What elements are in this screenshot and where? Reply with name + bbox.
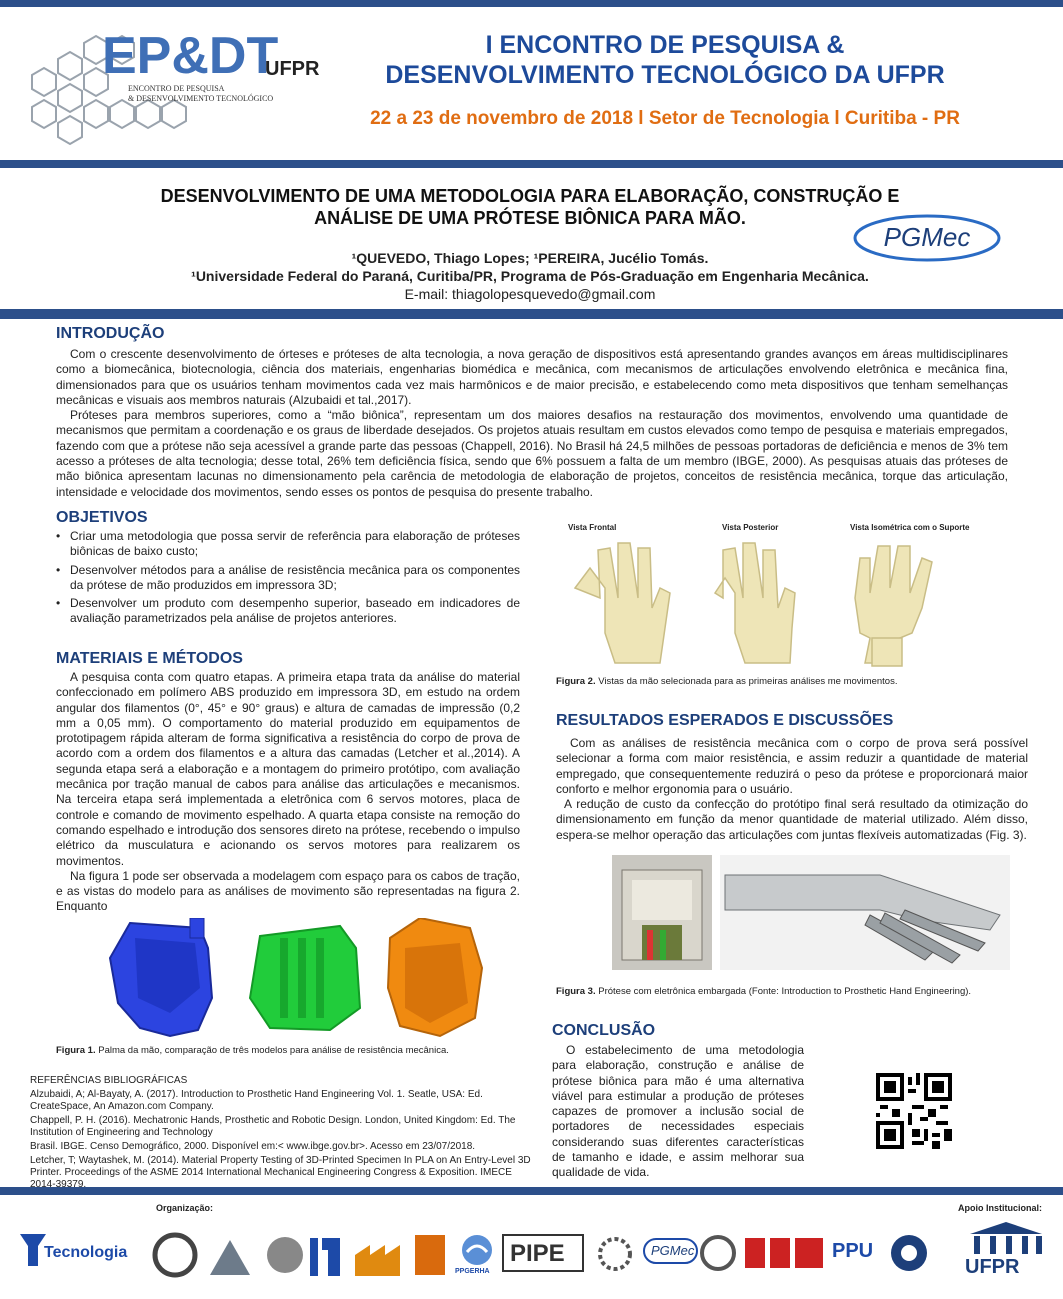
reference-item: Alzubaidi, A; Al-Bayaty, A. (2017). Introduction to Prosthetic Hand Engineering Vol. 1. Seatle, USA: Ed. CreateSpace, An Amazon.com Company. [30,1089,483,1112]
conclusion-heading: CONCLUSÃO [552,1022,656,1039]
event-title [330,30,1000,90]
logo-subtitle-1: ENCONTRO DE PESQUISA [128,84,225,93]
objectives-list [56,529,520,630]
figure-3-photo-2 [720,855,1010,970]
figure-3-label: Figura 3. [556,986,596,997]
ufpr-logo-text: UFPR [965,1256,1020,1278]
pipe-logo [502,1234,584,1272]
figure-3-caption [556,986,1026,997]
ppgerha-logo-text: PPGERHA [455,1268,490,1275]
department-logos [150,1230,450,1280]
tecnologia-logo [18,1232,138,1272]
pgmec-footer-text: PGMec [651,1243,695,1258]
figure-1-caption [56,1045,520,1056]
pgmec-logo [852,213,1002,263]
tecnologia-logo-text: Tecnologia [44,1244,128,1261]
paper-title-line1: DESENVOLVIMENTO DE UMA METODOLOGIA PARA ELABORAÇÃO, CONSTRUÇÃO E [160,186,900,206]
references-heading: REFERÊNCIAS BIBLIOGRÁFICAS [30,1075,188,1086]
figure-2-label: Figura 2. [556,676,596,687]
event-title-line2: DESENVOLVIMENTO TECNOLÓGICO DA UFPR [385,61,945,89]
conclusion-text: O estabelecimento de uma metodologia para elaboração, construção e análise de prótese biônica para mão é uma alternativa viável para estimular a produção de próteses capazes de promover a inclusão social de portadores de necessidades especiais considerando suas diferentes características de tamanho e idade, e assim melhorar sua qualidade de vida. [552,1043,804,1180]
figure-3-photo-1 [612,855,712,970]
pgmec-footer-logo [643,1238,698,1264]
ufpr-logo [960,1220,1052,1282]
logo-text: EP&DT [102,27,279,85]
view-label-posterior: Vista Posterior [722,523,779,532]
intro-paragraph-1: Com o crescente desenvolvimento de órteses e próteses de alta tecnologia, a nova geração de dispositivos está apresentando grandes avanços em áreas multidisciplinares como a biomecânica, biotecnologia, ciência dos materiais, engenharias biomédica e mecânica, com mecanismos de articulações envolvendo eletrônica e mecânica fina, dimensionados para que os usuários tenham movimentos cada vez mais harmônicos e de maior precisão, e estabelecendo como meta dispositivos que tenham semelhanças mecânicas e visuais aos membros naturais (Alzubaidi et tal.,2017). [56,347,1008,407]
circle-logo [888,1232,930,1274]
view-label-isometric: Vista Isométrica com o Suporte [850,523,970,532]
qr-code [876,1073,952,1149]
references [30,1075,535,1191]
methods-paragraph-1: A pesquisa conta com quatro etapas. A primeira etapa trata da análise do material confeccionado em polímero ABS produzido em impressora 3D, em estudo na ordem angular dos filamentos (0°, 45° e 90° graus) e altura de camadas de impressão (0,2 mm a 0,05 mm). O comportamento do material produzido em equipamentos de prototipagem rápida alteram de forma significativa a resistência do corpo de prova de acordo com a ordem dos filamentos e a altura das camadas (Letcher et al.,2014). A segunda etapa será a elaboração e a montagem do primeiro protótipo, com avaliação mecânica por tração manual de cabos para análise das articulações e mecanismos. Na terceira etapa será implementada a eletrônica com 6 servos motores, placa de controle e comando de movimento espelhado. A quarta etapa consiste na remoção do comando espelhado e introdução dos sensores direto na prótese, recebendo o impulso elétrico da musculatura e acionando os servos motores para realizarem os movimentos. [56,670,520,868]
ppgerha-logo [455,1232,500,1282]
logo-subtitle-2: & DESENVOLVIMENTO TECNOLÓGICO [128,94,274,103]
support-label: Apoio Institucional: [958,1203,1042,1213]
event-subtitle: 22 a 23 de novembro de 2018 l Setor de Tecnologia l Curitiba - PR [370,108,960,129]
top-bar [0,0,1063,7]
methods-paragraph-2: Na figura 1 pode ser observada a modelagem com espaço para os cabos de tração, e as vistas do modelo para as análises de movimento são representadas na figura 2. Enquanto [56,868,520,914]
organization-label: Organização: [156,1203,214,1213]
conclusion-body [552,1043,804,1181]
pgmec-logo-text: PGMec [883,222,971,252]
logo-ufpr: UFPR [265,58,320,80]
objective-item: • Desenvolver um produto com desempenho superior, baseado em indicadores de avaliação parametrizados pela análise de projetos anteriores. [56,596,520,627]
event-logo [10,15,350,155]
figure-2-text: Vistas da mão selecionada para as primeiras análises me movimentos. [598,676,898,687]
figure-1-image [100,918,500,1040]
title-divider [0,309,1063,319]
objective-item: • Desenvolver métodos para a análise de resistência mecânica para os componentes da prótese de mão produzidos em impressora 3D; [56,563,520,594]
figure-1-text: Palma da mão, comparação de três modelos para análise de resistência mecânica. [98,1045,449,1056]
results-heading: RESULTADOS ESPERADOS E DISCUSSÕES [556,712,894,729]
methods-heading: MATERIAIS E MÉTODOS [56,650,243,667]
paper-title-line2: ANÁLISE DE UMA PRÓTESE BIÔNICA PARA MÃO. [314,208,746,228]
results-paragraph-1: Com as análises de resistência mecânica com o corpo de prova será possível selecionar a forma com maior resistência, e assim reduzir a quantidade de material empregado, que consequentemente reduzirá o peso da prótese e proporcionará maior conforto e melhor ergonomia para o usuário. [556,736,1028,796]
figure-1-label: Figura 1. [56,1045,96,1056]
authors: ¹QUEVEDO, Thiago Lopes; ¹PEREIRA, Jucélio Tomás. [351,250,709,266]
email: E-mail: thiagolopesquevedo@gmail.com [404,286,656,302]
figure-2-caption [556,676,996,687]
header-divider [0,160,1063,168]
objectives-heading: OBJETIVOS [56,509,148,526]
results-body [556,736,1028,843]
intro-heading: INTRODUÇÃO [56,325,165,342]
results-paragraph-2: A redução de custo da confecção do protótipo final será resultado da otimização do dimensionamento em função da menor quantidade de material utilizado. Além disso, espera-se melhor operação das articulações com juntas flexíveis automatizadas (Fig. 3). [556,797,1028,842]
figure-3-text: Prótese com eletrônica embargada (Fonte: Introduction to Prosthetic Hand Engineering). [598,986,972,997]
methods-body [56,670,520,915]
objective-item: • Criar uma metodologia que possa servir de referência para elaboração de próteses biônicas de baixo custo; [56,529,520,560]
reference-item: Brasil. IBGE. Censo Demográfico, 2000. Disponível em:< www.ibge.gov.br>. Acesso em 23/07/2018. [30,1141,476,1152]
gear-logo [590,1234,640,1274]
reference-item: Letcher, T; Waytashek, M. (2014). Material Property Testing of 3D-Printed Specimen In PLA on An Entry-Level 3D Printer. Proceedings of the ASME 2014 International Mechanical Engineering Congress & Exposition. IMECE 2014-39379. [30,1155,531,1190]
intro-paragraph-2: Próteses para membros superiores, como a “mão biônica”, representam um dos maiores desafios na restauração dos movimentos, envolvendo uma quantidade de mecanismos que permitam a coordenação e os graus de liberdade desejados. Os projetos atuais resultam em custos elevados como tempo de pesquisa e materiais empregados, fazendo com que a prótese não seja acessível a grande parte das pessoas (Chappell, 2016). No Brasil há 24,5 milhões de pessoas portadoras de deficiência e menos de 3% tem acesso a próteses de alta tecnologia; desse total, 26% tem deficiência física, sendo que 6% possuem a falta de um membro (IBGE, 2000). As pesquisas atuais das próteses de mão biônica apresentam lacunas no dimensionamento pela carência de metodologia de elaboração de projetos, conceitos de resistência mecânica, torque das articulação, intensidade e velocidade dos movimentos, sendo esses os pontos de pesquisa do presente trabalho. [56,408,1008,499]
figure-2-image [560,538,1000,668]
event-title-line1: I ENCONTRO DE PESQUISA & [485,31,845,59]
reference-item: Chappell, P. H. (2016). Mechatronic Hands, Prosthetic and Robotic Design. London, United Kingdom: Ed. The Institution of Engineering and Technology [30,1115,516,1138]
intro-body [56,347,1008,500]
view-label-frontal: Vista Frontal [568,523,617,532]
pipe-logo-text: PIPE [510,1240,565,1267]
partner-logos [700,1232,830,1274]
affiliation: ¹Universidade Federal do Paraná, Curitiba/PR, Programa de Pós-Graduação em Engenharia Mecânica. [191,268,869,284]
ppu-logo: PPU [832,1240,874,1262]
